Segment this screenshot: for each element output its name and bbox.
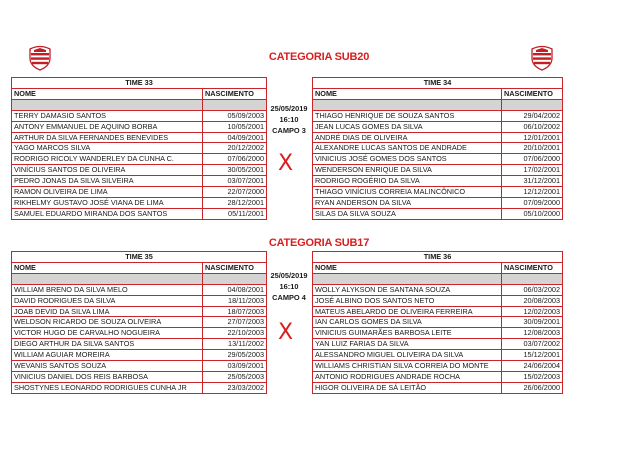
versus-label: X bbox=[278, 151, 294, 176]
player-row bbox=[12, 295, 267, 306]
player-row bbox=[12, 208, 267, 219]
empty-cell bbox=[12, 273, 203, 284]
player-row bbox=[313, 121, 563, 132]
player-birthdate: 12/08/2003 bbox=[502, 328, 563, 339]
player-birthdate: 29/05/2003 bbox=[203, 350, 267, 361]
player-name: YAN LUIZ FARIAS DA SILVA bbox=[313, 339, 502, 350]
player-name: RODRIGO ROGÉRIO DA SILVA bbox=[313, 176, 502, 187]
empty-cell bbox=[502, 99, 563, 110]
player-row bbox=[12, 284, 267, 295]
player-birthdate: 30/05/2001 bbox=[203, 165, 267, 176]
player-birthdate: 03/07/2001 bbox=[203, 176, 267, 187]
player-name: SAMUEL EDUARDO MIRANDA DOS SANTOS bbox=[12, 208, 203, 219]
column-header-row bbox=[12, 88, 267, 99]
empty-cell bbox=[12, 99, 203, 110]
column-header-row bbox=[313, 88, 563, 99]
player-birthdate: 27/07/2003 bbox=[203, 317, 267, 328]
match-date: 25/05/2019 bbox=[270, 104, 308, 113]
player-name: DAVID RODRIGUES DA SILVA bbox=[12, 295, 203, 306]
player-row bbox=[313, 328, 563, 339]
player-birthdate: 22/10/2003 bbox=[203, 328, 267, 339]
player-name: IAN CARLOS GOMES DA SILVA bbox=[313, 317, 502, 328]
player-birthdate: 03/09/2001 bbox=[203, 361, 267, 372]
player-row bbox=[313, 339, 563, 350]
spacer-row bbox=[313, 99, 563, 110]
column-header-row bbox=[313, 262, 563, 273]
player-row bbox=[12, 132, 267, 143]
column-header-row bbox=[12, 262, 267, 273]
player-row bbox=[12, 197, 267, 208]
empty-cell bbox=[313, 99, 502, 110]
player-name: ARTHUR DA SILVA FERNANDES BENEVIDES bbox=[12, 132, 203, 143]
player-birthdate: 06/03/2002 bbox=[502, 284, 563, 295]
player-birthdate: 23/03/2002 bbox=[203, 382, 267, 393]
column-header-birthdate: NASCIMENTO bbox=[203, 88, 267, 99]
player-birthdate: 25/05/2003 bbox=[203, 371, 267, 382]
player-row bbox=[313, 165, 563, 176]
column-header-birthdate: NASCIMENTO bbox=[502, 88, 563, 99]
player-birthdate: 20/12/2002 bbox=[203, 143, 267, 154]
player-row bbox=[313, 295, 563, 306]
player-name: PEDRO JONAS DA SILVA SILVEIRA bbox=[12, 176, 203, 187]
player-name: WILLIAM BRENO DA SILVA MELO bbox=[12, 284, 203, 295]
player-birthdate: 12/02/2003 bbox=[502, 306, 563, 317]
spacer-row bbox=[12, 273, 267, 284]
player-row bbox=[313, 284, 563, 295]
player-row bbox=[12, 176, 267, 187]
player-birthdate: 03/07/2002 bbox=[502, 339, 563, 350]
player-birthdate: 04/09/2001 bbox=[203, 132, 267, 143]
player-birthdate: 24/06/2004 bbox=[502, 361, 563, 372]
category-title: CATEGORIA SUB17 bbox=[268, 237, 370, 249]
player-name: DIEGO ARTHUR DA SILVA SANTOS bbox=[12, 339, 203, 350]
spacer-row bbox=[313, 273, 563, 284]
column-header-name: NOME bbox=[313, 262, 502, 273]
team-header-row bbox=[12, 252, 267, 263]
match-time: 16:10 bbox=[279, 115, 299, 124]
player-row bbox=[12, 143, 267, 154]
player-birthdate: 28/12/2001 bbox=[203, 197, 267, 208]
player-name: VINICIUS GUIMARÃES BARBOSA LEITE bbox=[313, 328, 502, 339]
player-name: ALEXANDRE LUCAS SANTOS DE ANDRADE bbox=[313, 143, 502, 154]
player-row bbox=[313, 361, 563, 372]
player-row bbox=[12, 339, 267, 350]
team-table-left bbox=[11, 77, 267, 220]
player-birthdate: 18/11/2003 bbox=[203, 295, 267, 306]
player-name: SILAS DA SILVA SOUZA bbox=[313, 208, 502, 219]
player-name: WILLIAM AGUIAR MOREIRA bbox=[12, 350, 203, 361]
player-birthdate: 31/12/2001 bbox=[502, 176, 563, 187]
player-name: YAGO MARCOS SILVA bbox=[12, 143, 203, 154]
player-name: TERRY DAMASIO SANTOS bbox=[12, 110, 203, 121]
team-name: TIME 36 bbox=[313, 252, 563, 263]
empty-cell bbox=[203, 273, 267, 284]
player-row bbox=[12, 350, 267, 361]
player-birthdate: 17/02/2001 bbox=[502, 165, 563, 176]
player-row bbox=[12, 306, 267, 317]
player-row bbox=[313, 154, 563, 165]
player-row bbox=[12, 382, 267, 393]
player-name: WENDERSON ENRIQUE DA SILVA bbox=[313, 165, 502, 176]
player-birthdate: 10/05/2001 bbox=[203, 121, 267, 132]
team-table-right bbox=[312, 251, 563, 394]
player-birthdate: 12/12/2001 bbox=[502, 187, 563, 198]
player-name: WELDSON RICARDO DE SOUZA OLIVEIRA bbox=[12, 317, 203, 328]
category-title: CATEGORIA SUB20 bbox=[268, 51, 370, 63]
empty-cell bbox=[313, 273, 502, 284]
column-header-birthdate: NASCIMENTO bbox=[203, 262, 267, 273]
player-name: VICTOR HUGO DE CARVALHO NOGUEIRA bbox=[12, 328, 203, 339]
player-row bbox=[12, 361, 267, 372]
player-birthdate: 18/07/2003 bbox=[203, 306, 267, 317]
player-birthdate: 06/10/2002 bbox=[502, 121, 563, 132]
match-time: 16:10 bbox=[279, 282, 299, 291]
column-header-name: NOME bbox=[313, 88, 502, 99]
player-name: WOLLY ALYKSON DE SANTANA SOUZA bbox=[313, 284, 502, 295]
player-name: HIGOR OLIVEIRA DE SÁ LEITÃO bbox=[313, 382, 502, 393]
player-birthdate: 26/06/2000 bbox=[502, 382, 563, 393]
team-header-row bbox=[313, 78, 563, 89]
player-birthdate: 30/09/2001 bbox=[502, 317, 563, 328]
player-birthdate: 07/06/2000 bbox=[203, 154, 267, 165]
player-name: RODRIGO RICOLY WANDERLEY DA CUNHA C. bbox=[12, 154, 203, 165]
player-row bbox=[313, 306, 563, 317]
player-birthdate: 07/09/2000 bbox=[502, 197, 563, 208]
team-header-row bbox=[313, 252, 563, 263]
match-field: CAMPO 4 bbox=[272, 293, 306, 302]
player-row bbox=[313, 382, 563, 393]
player-name: RAMON OLIVEIRA DE LIMA bbox=[12, 187, 203, 198]
player-name: ANTONY EMMANUEL DE AQUINO BORBA bbox=[12, 121, 203, 132]
player-name: JOSÉ ALBINO DOS SANTOS NETO bbox=[313, 295, 502, 306]
player-name: RYAN ANDERSON DA SILVA bbox=[313, 197, 502, 208]
player-name: THIAGO HENRIQUE DE SOUZA SANTOS bbox=[313, 110, 502, 121]
player-row bbox=[313, 143, 563, 154]
empty-cell bbox=[502, 273, 563, 284]
column-header-name: NOME bbox=[12, 262, 203, 273]
player-name: THIAGO VINÍCIUS CORREIA MALINCÔNICO bbox=[313, 187, 502, 198]
column-header-name: NOME bbox=[12, 88, 203, 99]
player-row bbox=[313, 110, 563, 121]
player-name: JEAN LUCAS GOMES DA SILVA bbox=[313, 121, 502, 132]
player-birthdate: 07/06/2000 bbox=[502, 154, 563, 165]
player-name: VINICIUS DANIEL DOS REIS BARBOSA bbox=[12, 371, 203, 382]
empty-cell bbox=[203, 99, 267, 110]
player-row bbox=[12, 121, 267, 132]
spacer-row bbox=[12, 99, 267, 110]
match-info bbox=[262, 103, 316, 136]
player-birthdate: 04/08/2001 bbox=[203, 284, 267, 295]
player-birthdate: 15/02/2003 bbox=[502, 371, 563, 382]
player-row bbox=[12, 165, 267, 176]
player-row bbox=[313, 350, 563, 361]
team-header-row bbox=[12, 78, 267, 89]
player-row bbox=[12, 110, 267, 121]
player-name: JOAB DEVID DA SILVA LIMA bbox=[12, 306, 203, 317]
match-date: 25/05/2019 bbox=[270, 271, 308, 280]
player-name: ANTONIO RODRIGUES ANDRADE ROCHA bbox=[313, 371, 502, 382]
player-name: MATEUS ABELARDO DE OLIVEIRA FERREIRA bbox=[313, 306, 502, 317]
player-row bbox=[313, 187, 563, 198]
player-row bbox=[12, 187, 267, 198]
player-row bbox=[313, 176, 563, 187]
player-row bbox=[12, 328, 267, 339]
player-row bbox=[313, 132, 563, 143]
player-row bbox=[313, 371, 563, 382]
team-name: TIME 34 bbox=[313, 78, 563, 89]
player-birthdate: 20/08/2003 bbox=[502, 295, 563, 306]
player-birthdate: 20/10/2001 bbox=[502, 143, 563, 154]
player-row bbox=[12, 317, 267, 328]
player-birthdate: 15/12/2001 bbox=[502, 350, 563, 361]
player-name: VINÍCIUS SANTOS DE OLIVEIRA bbox=[12, 165, 203, 176]
player-name: SHOSTYNES LEONARDO RODRIGUES CUNHA JR bbox=[12, 382, 203, 393]
player-birthdate: 05/11/2001 bbox=[203, 208, 267, 219]
player-birthdate: 12/01/2001 bbox=[502, 132, 563, 143]
player-name: WEVANIS SANTOS SOUZA bbox=[12, 361, 203, 372]
player-birthdate: 05/09/2003 bbox=[203, 110, 267, 121]
player-birthdate: 22/07/2000 bbox=[203, 187, 267, 198]
player-row bbox=[313, 197, 563, 208]
team-name: TIME 33 bbox=[12, 78, 267, 89]
team-table-left bbox=[11, 251, 267, 394]
player-row bbox=[12, 154, 267, 165]
match-info bbox=[262, 270, 316, 303]
player-name: WILLIAMS CHRISTIAN SILVA CORREIA DO MONTE bbox=[313, 361, 502, 372]
player-birthdate: 29/04/2002 bbox=[502, 110, 563, 121]
player-row bbox=[12, 371, 267, 382]
column-header-birthdate: NASCIMENTO bbox=[502, 262, 563, 273]
player-row bbox=[313, 208, 563, 219]
player-name: ANDRÉ DIAS DE OLIVEIRA bbox=[313, 132, 502, 143]
player-name: RIKHELMY GUSTAVO JOSÉ VIANA DE LIMA bbox=[12, 197, 203, 208]
player-row bbox=[313, 317, 563, 328]
team-name: TIME 35 bbox=[12, 252, 267, 263]
versus-label: X bbox=[278, 320, 294, 345]
player-birthdate: 05/10/2000 bbox=[502, 208, 563, 219]
team-table-right bbox=[312, 77, 563, 220]
player-name: ALESSANDRO MIGUEL OLIVEIRA DA SILVA bbox=[313, 350, 502, 361]
player-birthdate: 13/11/2002 bbox=[203, 339, 267, 350]
match-field: CAMPO 3 bbox=[272, 126, 306, 135]
player-name: VINICIUS JOSÉ GOMES DOS SANTOS bbox=[313, 154, 502, 165]
